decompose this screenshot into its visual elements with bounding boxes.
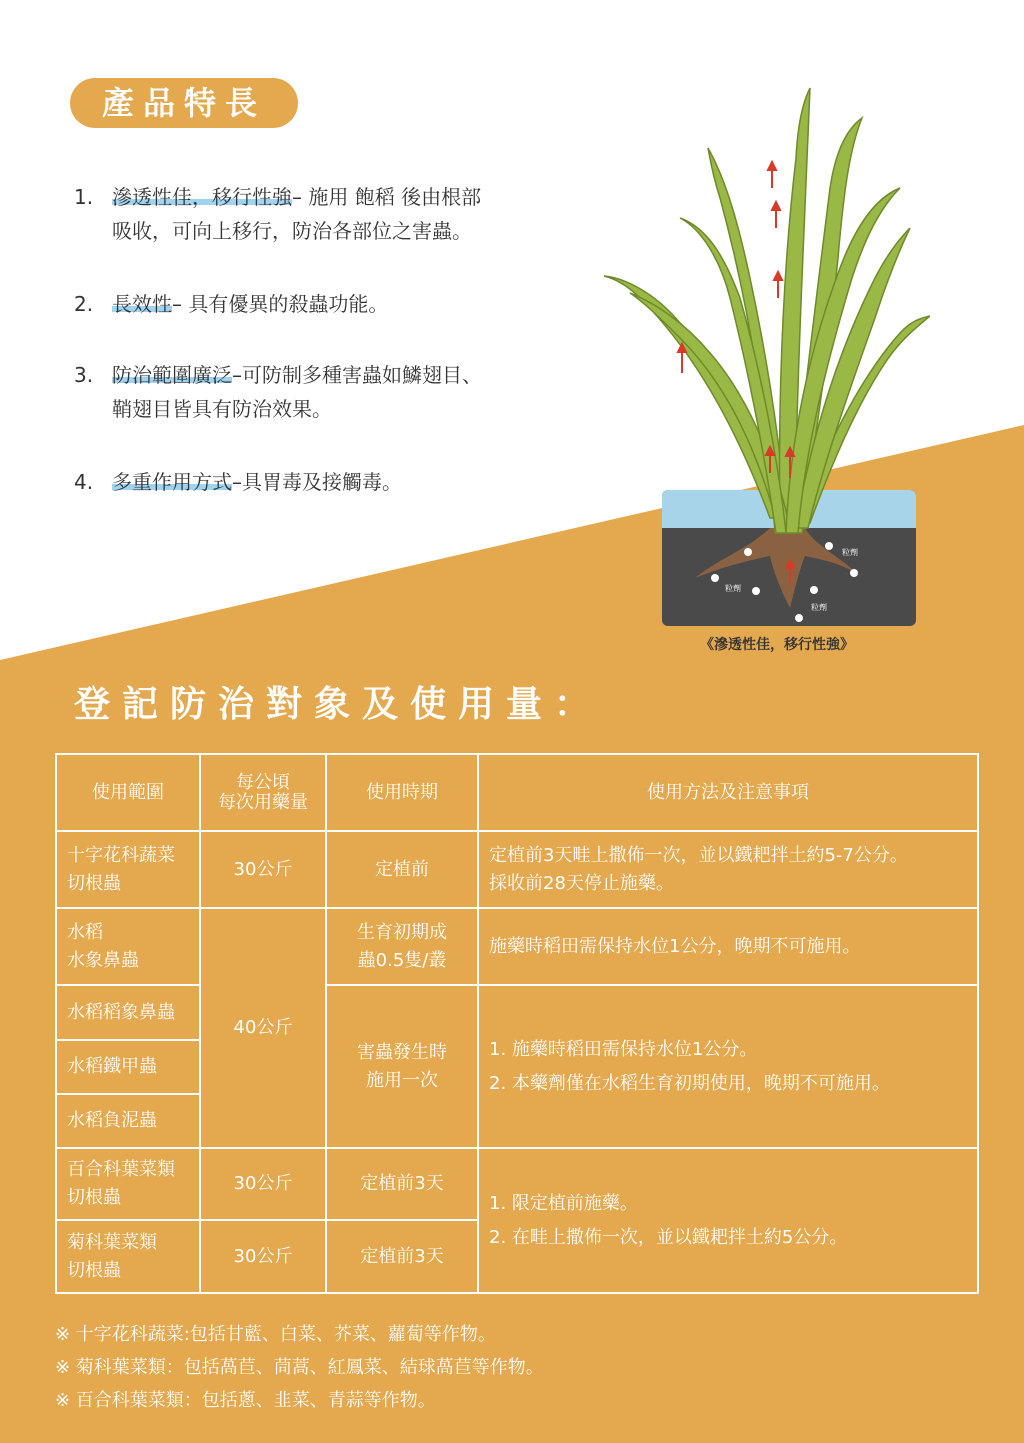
header-scope: 使用範圍	[56, 754, 200, 831]
note-2: ※ 菊科葉菜類：包括萵苣、茼蒿、紅鳳菜、結球萵苣等作物。	[55, 1357, 544, 1378]
product-features-badge: 產品特長	[70, 78, 298, 128]
table-row: 水稻負泥蟲	[56, 1094, 978, 1148]
feature-1-highlight: 滲透性佳，移行性強	[112, 185, 292, 209]
header-method: 使用方法及注意事項	[478, 754, 978, 831]
note-3: ※ 百合科葉菜類：包括蔥、韭菜、青蒜等作物。	[55, 1390, 436, 1411]
footnotes	[55, 1318, 544, 1417]
table-row: 水稻鐵甲蟲	[56, 1040, 978, 1094]
header-dose: 每公頃 每次用藥量	[200, 754, 326, 831]
table-header-row	[56, 754, 978, 831]
feature-3-highlight: 防治範圍廣泛	[112, 363, 232, 387]
svg-text:粒劑: 粒劑	[725, 584, 741, 593]
feature-2-highlight: 長效性	[112, 292, 172, 316]
feature-4-highlight: 多重作用方式	[112, 470, 232, 494]
header-time: 使用時期	[326, 754, 478, 831]
note-1: ※ 十字花科蔬菜:包括甘藍、白菜、芥菜、蘿蔔等作物。	[55, 1324, 496, 1345]
rice-plant-illustration	[600, 78, 930, 638]
illustration-caption: 《滲透性佳，移行性強》	[700, 637, 854, 653]
table-row: 菊科葉菜類 切根蟲 30公斤 定植前3天	[56, 1220, 978, 1293]
svg-text:粒劑: 粒劑	[842, 548, 858, 557]
usage-table	[55, 753, 979, 1294]
registration-title: 登記防治對象及使用量：	[74, 684, 603, 725]
svg-text:粒劑: 粒劑	[811, 603, 827, 612]
table-row: 水稻 水象鼻蟲 40公斤 生育初期成 蟲0.5隻/叢 施藥時稻田需保持水位1公分，晚期不可施用。	[56, 908, 978, 985]
table-row: 十字花科蔬菜 切根蟲 30公斤 定植前 定植前3天畦上撒佈一次，並以鐵耙拌土約5-7公分。 採收前28天停止施藥。	[56, 831, 978, 908]
table-row: 百合科葉菜類 切根蟲 30公斤 定植前3天 1. 限定植前施藥。 2. 在畦上撒佈一次，並以鐵耙拌土約5公分。	[56, 1148, 978, 1220]
table-row: 水稻稻象鼻蟲 害蟲發生時 施用一次 1. 施藥時稻田需保持水位1公分。 2. 本藥劑僅在水稻生育初期使用，晚期不可施用。	[56, 985, 978, 1040]
